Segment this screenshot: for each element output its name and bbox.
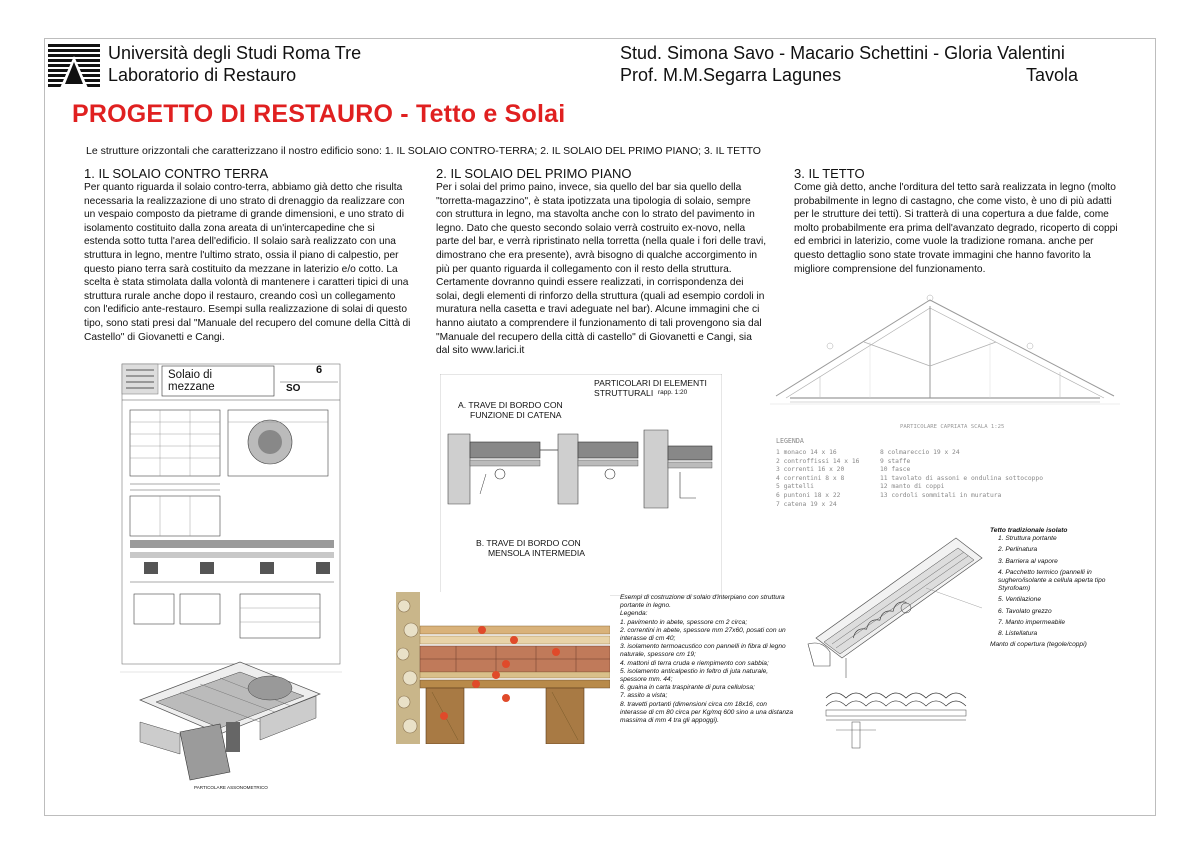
figure-interpiano-legend-label: Legenda:: [620, 610, 648, 618]
legend-item: 5 gattelli: [776, 483, 814, 491]
section-1-heading: 1. IL SOLAIO CONTRO TERRA: [84, 166, 269, 181]
legend-item: 8. travetti portanti (dimensioni circa cm 18x16, con interasse di cm 80 circa per Kg/mq 600 sino a una distanza massima di mm 4 tra gli appoggi).: [620, 700, 793, 725]
legend-item: 2. correntini in abete, spessore mm 27x60, posati con un interasse di cm 40;: [620, 626, 786, 643]
figure-capriata: [770, 286, 1120, 516]
legend-item: 1 monaco 14 x 16: [776, 449, 837, 456]
figure-capriata-legend-left: [776, 449, 859, 509]
figure-mezzane-caption: PARTICOLARE ASSONOMETRICO: [194, 785, 268, 790]
figure-solaio-interpiano: [396, 592, 610, 744]
legend-item: 5. Ventilazione: [998, 596, 1042, 604]
legend-item: 4 correntini 8 x 8: [776, 474, 845, 482]
figure-travi-b-2: MENSOLA INTERMEDIA: [488, 548, 585, 558]
university-name: Università degli Studi Roma Tre: [108, 43, 362, 63]
figure-travi-scale: rapp. 1:20: [658, 389, 688, 396]
page-title: PROGETTO DI RESTAURO - Tetto e Solai: [72, 100, 566, 128]
legend-item: 7. Manto impermeabile: [998, 618, 1066, 626]
figure-tetto-title: Tetto tradizionale isolato: [990, 527, 1068, 534]
legend-item: 3. Barriera al vapore: [998, 557, 1058, 565]
legend-item: 6. Tavolato grezzo: [998, 607, 1052, 615]
figure-interpiano-legend: [620, 594, 794, 725]
figure-tetto-isolato: [806, 518, 992, 768]
figure-solaio-mezzane: [120, 362, 342, 802]
legend-item: 6 puntoni 18 x 22: [776, 491, 841, 499]
figure-travi-di-bordo: [440, 374, 722, 596]
tavola-label: Tavola: [1026, 65, 1079, 85]
legend-item: 10 fasce: [880, 466, 911, 474]
legend-item: 1. pavimento in abete, spessore cm 2 circa;: [620, 618, 748, 626]
section-3-text: Come già detto, anche l'orditura del tetto sarà realizzata in legno (molto probabilmente in legno di castagno, che come visto, è uno di più adatti per le strutture dei tetti). Si tratterà di una copertura a due falde, come molto probabilmente era prima dell'avanzato degrado, ricoperto di coppi ed embrici in laterizio, come vuole la tradizione romana. anche per questo dettaglio sono state trovate immagini che hanno favorito la migliore comprensione del funzionamento.: [794, 182, 1118, 275]
section-2-heading: 2. IL SOLAIO DEL PRIMO PIANO: [436, 166, 632, 181]
lab-name: Laboratorio di Restauro: [108, 65, 297, 85]
section-3-heading: 3. IL TETTO: [794, 166, 865, 181]
figure-travi-b-1: B. TRAVE DI BORDO CON: [476, 538, 581, 548]
legend-item: 8 colmareccio 19 x 24: [880, 449, 960, 456]
legend-item: 7. assito a vista;: [620, 692, 668, 700]
figure-mezzane-tavola-number: 6: [316, 364, 323, 376]
figure-capriata-caption: PARTICOLARE CAPRIATA SCALA 1:25: [900, 424, 1005, 430]
students-names: Stud. Simona Savo - Macario Schettini - Gloria Valentini: [620, 43, 1065, 63]
legend-item: 4. Pacchetto termico (pannelli in sughero/isolante a cellula aperta tipo Styrofoam): [998, 568, 1106, 593]
figure-travi-title-1: PARTICOLARI DI ELEMENTI: [594, 378, 707, 388]
legend-item: 2 controffissi 14 x 16: [776, 457, 860, 465]
legend-item: 8. Listellatura: [998, 630, 1038, 638]
figure-travi-title-2: STRUTTURALI: [594, 388, 654, 398]
figure-travi-a-1: A. TRAVE DI BORDO CON: [458, 400, 563, 410]
legend-item: 11 tavolato di assoni e ondulina sottocoppo: [880, 474, 1044, 482]
legend-item: 2. Perlinatura: [998, 546, 1038, 554]
professor-name: Prof. M.M.Segarra Lagunes: [620, 65, 842, 85]
section-2-text: Per i solai del primo paino, invece, sia quello del bar sia quello della "torretta-magazzino", è stata ipotizzata una tipologia di solaio, sempre con struttura in legno, ma stavolta anche con lo strato del pavimento in legno. Dato che questo secondo solaio verrà costruito ex-novo, nella parte del bar, e verrà ripristinato nella torretta (nella quale i fori delle travi, dimostrano che era presente), avrà bisogno di qualche accorgimento in più per quanto riguarda il collegamento con il resto della struttura. Certamente dovranno quindi essere realizzati, in corrispondenza dei solai, degli elementi di rinforzo della struttura (quali ad esempio cordoli in muratura nella casetta e travi adeguate nel bar). Alcune immagini che ci hanno aiutato a comprendere il funzionamento di tali provengono sia dal "Manuale del recupero della città di castello" di Giovanetti e Cangi, sia dal sito www.larici.it: [436, 182, 767, 357]
legend-item: 6. guaina in carta traspirante di pura cellulosa;: [620, 684, 755, 692]
figure-interpiano-title: Esempi di costruzione di solaio d'interpiano con struttura portante in legno.: [620, 594, 785, 610]
legend-item: 3 correnti 16 x 20: [776, 466, 845, 474]
figure-tetto-footer: Manto di copertura (tegole/coppi): [990, 641, 1087, 649]
legend-item: 4. mattoni di terra cruda e riempimento con sabbia;: [620, 659, 769, 667]
intro-text: Le strutture orizzontali che caratterizzano il nostro edificio sono: 1. IL SOLAIO CONTRO-TERRA; 2. IL SOLAIO DEL PRIMO PIANO; 3. IL TETTO: [86, 145, 761, 157]
section-1-text: Per quanto riguarda il solaio contro-terra, abbiamo già detto che risulta necessaria la realizzazione di uno strato di drenaggio da realizzare con un vespaio composto da pietrame di grande dimensioni, e uno strato di isolamento costituito dalla zona areata di un'intercapedine che si estenda sotto tutta l'area dell'edificio. Il solaio sarà realizzato con una struttura in legno, mentre l'ultimo strato, ossia il piano di calpestio, per questo piano terra sarà costituito da mezzane in laterizio e/o cotto. La scelta è stata stimolata dalla volontà di mantenere i caratteri tipici di una struttura rurale anche dopo il restauro, creando così un collegamento con l'edificio ante-restauro. Esempi sulla realizzazione di solai di questo tipo, sono stati presi dal "Manuale del recupero del comune della Città di Castello" di Giovanetti e Cangi.: [84, 182, 411, 343]
legend-item: 13 cordoli sommitali in muratura: [880, 491, 1002, 499]
legend-item: 3. isolamento termoacustico con pannelli in fibra di legno naturale, spessore cm 19;: [620, 643, 786, 659]
figure-mezzane-code: SO: [286, 383, 301, 394]
figure-capriata-legend-right: [880, 449, 1043, 501]
legend-item: 9 staffe: [880, 457, 911, 465]
legend-item: 1. Struttura portante: [998, 535, 1057, 543]
figure-capriata-legend-title: LEGENDA: [776, 437, 804, 445]
figure-mezzane-title-2: mezzane: [168, 381, 215, 393]
figure-tetto-legend: [990, 527, 1120, 649]
university-logo: [48, 44, 100, 88]
figure-travi-a-2: FUNZIONE DI CATENA: [470, 410, 562, 420]
legend-item: 12 manto di coppi: [880, 483, 945, 491]
figure-mezzane-title-1: Solaio di: [168, 369, 213, 381]
legend-item: 7 catena 19 x 24: [776, 500, 837, 508]
legend-item: 5. isolamento anticalpestio in feltro di juta naturale, spessore mm. 44;: [620, 667, 769, 684]
